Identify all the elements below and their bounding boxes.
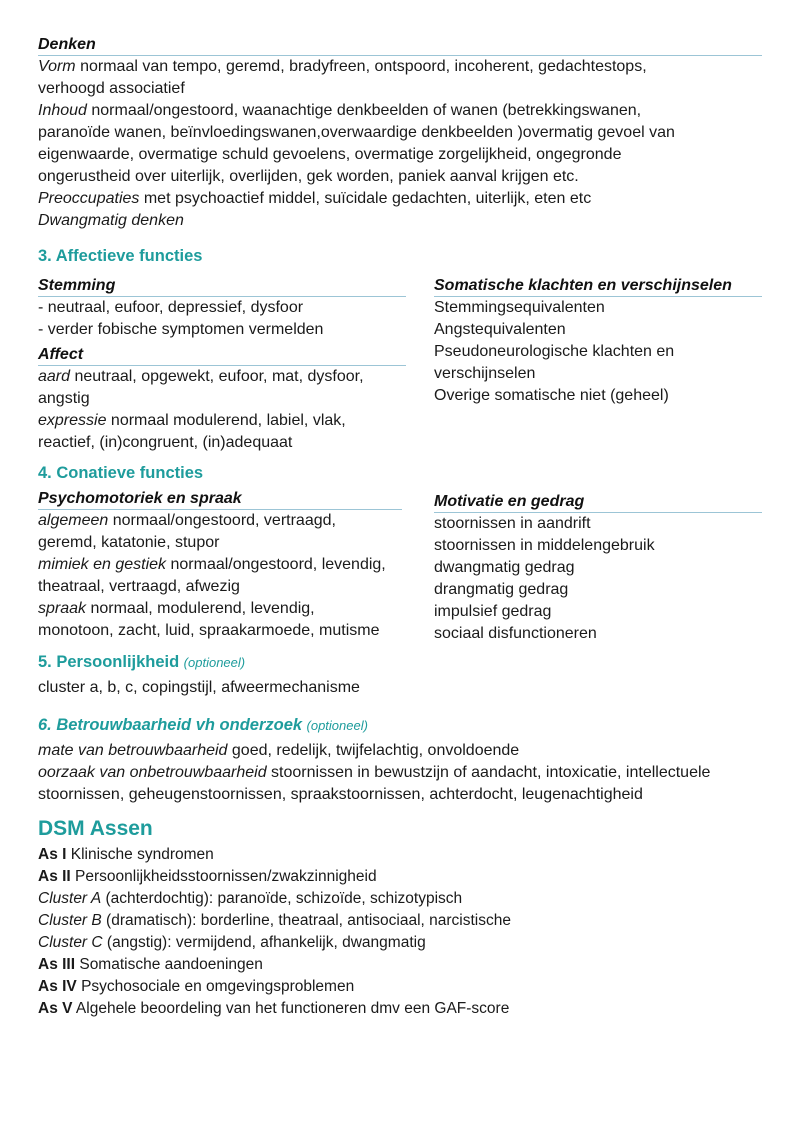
somatisch-item: Angstequivalenten	[434, 321, 566, 338]
somatisch-list	[434, 297, 774, 407]
stemming-line-1: - neutraal, eufoor, depressief, dysfoor	[38, 299, 304, 316]
oorzaak-text: stoornissen in bewustzijn of aandacht, intoxicatie, intellectuele	[266, 764, 711, 781]
dsm-cluster-c	[38, 932, 778, 954]
expressie-line-2: reactief, (in)congruent, (in)adequaat	[38, 434, 293, 451]
motivatie-item: sociaal disfunctioneren	[434, 625, 597, 642]
aard-text: neutraal, opgewekt, eufoor, mat, dysfoor,	[70, 368, 364, 385]
dsm-block	[38, 844, 778, 1020]
affectief-heading: 3. Affectieve functies	[38, 247, 203, 265]
cluster-a-text: (achterdochtig): paranoïde, schizoïde, schizotypisch	[101, 890, 463, 907]
somatisch-heading: Somatische klachten en verschijnselen	[434, 276, 762, 297]
betrouwbaarheid-block	[38, 740, 778, 806]
denken-heading: Denken	[38, 35, 762, 56]
as4-text: Psychosociale en omgevingsproblemen	[76, 978, 355, 995]
algemeen-text: normaal/ongestoord, vertraagd,	[108, 512, 336, 529]
conatief-heading: 4. Conatieve functies	[38, 464, 204, 482]
cluster-b-text: (dramatisch): borderline, theatraal, antisociaal, narcistische	[101, 912, 511, 929]
mimiek-label: mimiek en gestiek	[38, 556, 167, 573]
psycho-block	[38, 510, 418, 642]
vorm-label: Vorm	[38, 58, 76, 75]
mimiek-text: normaal/ongestoord, levendig,	[166, 556, 386, 573]
oorzaak-label: oorzaak van onbetrouwbaarheid	[38, 764, 267, 781]
persoonlijkheid-optional: (optioneel)	[183, 655, 246, 670]
as4-label: As IV	[38, 978, 77, 995]
as2-text: Persoonlijkheidsstoornissen/zwakzinnigheid	[70, 868, 377, 885]
cluster-a-label: Cluster A	[38, 890, 102, 907]
motivatie-item: drangmatig gedrag	[434, 581, 569, 598]
persoonlijkheid-heading-row	[38, 651, 245, 674]
oorzaak-line-2: stoornissen, geheugenstoornissen, spraakstoornissen, achterdocht, leugenachtigheid	[38, 786, 643, 803]
betrouwbaarheid-heading: 6. Betrouwbaarheid vh onderzoek	[38, 716, 303, 734]
dsm-cluster-b	[38, 910, 778, 932]
algemeen-label: algemeen	[38, 512, 109, 529]
vorm-line	[38, 56, 778, 78]
expressie-line	[38, 410, 418, 432]
somatisch-item: verschijnselen	[434, 365, 536, 382]
as5-text: Algehele beoordeling van het functioneren dmv een GAF-score	[72, 1000, 510, 1017]
algemeen-line	[38, 510, 418, 532]
algemeen-line-2: geremd, katatonie, stupor	[38, 534, 220, 551]
stemming-heading: Stemming	[38, 276, 406, 297]
as1-text: Klinische syndromen	[66, 846, 214, 863]
stemming-block	[38, 297, 418, 341]
motivatie-item: stoornissen in aandrift	[434, 515, 591, 532]
mate-label: mate van betrouwbaarheid	[38, 742, 228, 759]
expressie-text: normaal modulerend, labiel, vlak,	[106, 412, 346, 429]
betrouwbaarheid-heading-row	[38, 714, 368, 737]
dsm-cluster-a	[38, 888, 778, 910]
dwangmatig-denken: Dwangmatig denken	[38, 212, 184, 229]
mate-text: goed, redelijk, twijfelachtig, onvoldoende	[227, 742, 520, 759]
cluster-b-label: Cluster B	[38, 912, 102, 929]
somatisch-item: Pseudoneurologische klachten en	[434, 343, 675, 360]
stemming-line-2: - verder fobische symptomen vermelden	[38, 321, 324, 338]
as3-label: As III	[38, 956, 76, 973]
betrouwbaarheid-optional: (optioneel)	[306, 718, 368, 733]
vorm-text: normaal van tempo, geremd, bradyfreen, ontspoord, incoherent, gedachtestops,	[75, 58, 647, 75]
as1-label: As I	[38, 846, 67, 863]
preoccupaties-text: met psychoactief middel, suïcidale gedachten, uiterlijk, eten etc	[139, 190, 592, 207]
somatisch-item: Stemmingsequivalenten	[434, 299, 605, 316]
preoccupaties-line	[38, 188, 778, 210]
cluster-c-text: (angstig): vermijdend, afhankelijk, dwangmatig	[102, 934, 426, 951]
mimiek-line	[38, 554, 418, 576]
inhoud-line-4: ongerustheid over uiterlijk, overlijden, gek worden, paniek aanval krijgen etc.	[38, 168, 579, 185]
motivatie-list	[434, 513, 774, 645]
expressie-label: expressie	[38, 412, 107, 429]
inhoud-line-3: eigenwaarde, overmatige schuld gevoelens, overmatige zorgelijkheid, ongegronde	[38, 146, 622, 163]
as3-text: Somatische aandoeningen	[75, 956, 263, 973]
dsm-as5	[38, 998, 778, 1020]
motivatie-item: impulsief gedrag	[434, 603, 552, 620]
affect-heading: Affect	[38, 345, 406, 366]
as5-label: As V	[38, 1000, 73, 1017]
inhoud-line	[38, 100, 778, 122]
vorm-line-2: verhoogd associatief	[38, 80, 185, 97]
motivatie-item: dwangmatig gedrag	[434, 559, 575, 576]
spraak-text: normaal, modulerend, levendig,	[86, 600, 315, 617]
as2-label: As II	[38, 868, 71, 885]
inhoud-label: Inhoud	[38, 102, 87, 119]
oorzaak-line	[38, 762, 778, 784]
dsm-as2	[38, 866, 778, 888]
mimiek-line-2: theatraal, vertraagd, afwezig	[38, 578, 240, 595]
preoccupaties-label: Preoccupaties	[38, 190, 140, 207]
spraak-line	[38, 598, 418, 620]
aard-label: aard	[38, 368, 71, 385]
motivatie-item: stoornissen in middelengebruik	[434, 537, 655, 554]
dsm-as1	[38, 844, 778, 866]
persoonlijkheid-heading: 5. Persoonlijkheid	[38, 653, 180, 671]
psycho-heading: Psychomotoriek en spraak	[38, 489, 402, 510]
dsm-title: DSM Assen	[38, 817, 153, 840]
spraak-label: spraak	[38, 600, 87, 617]
dsm-as3	[38, 954, 778, 976]
motivatie-heading: Motivatie en gedrag	[434, 492, 762, 513]
aard-line-2: angstig	[38, 390, 90, 407]
spraak-line-2: monotoon, zacht, luid, spraakarmoede, mutisme	[38, 622, 380, 639]
aard-line	[38, 366, 418, 388]
mate-line	[38, 740, 778, 762]
inhoud-line-2: paranoïde wanen, beïnvloedingswanen,overwaardige denkbeelden )overmatig gevoel van	[38, 124, 675, 141]
persoonlijkheid-text: cluster a, b, c, copingstijl, afweermechanisme	[38, 679, 360, 696]
affect-block	[38, 366, 418, 454]
cluster-c-label: Cluster C	[38, 934, 103, 951]
somatisch-item: Overige somatische niet (geheel)	[434, 387, 669, 404]
dsm-as4	[38, 976, 778, 998]
inhoud-text: normaal/ongestoord, waanachtige denkbeelden of wanen (betrekkingswanen,	[86, 102, 642, 119]
denken-block	[38, 56, 778, 232]
